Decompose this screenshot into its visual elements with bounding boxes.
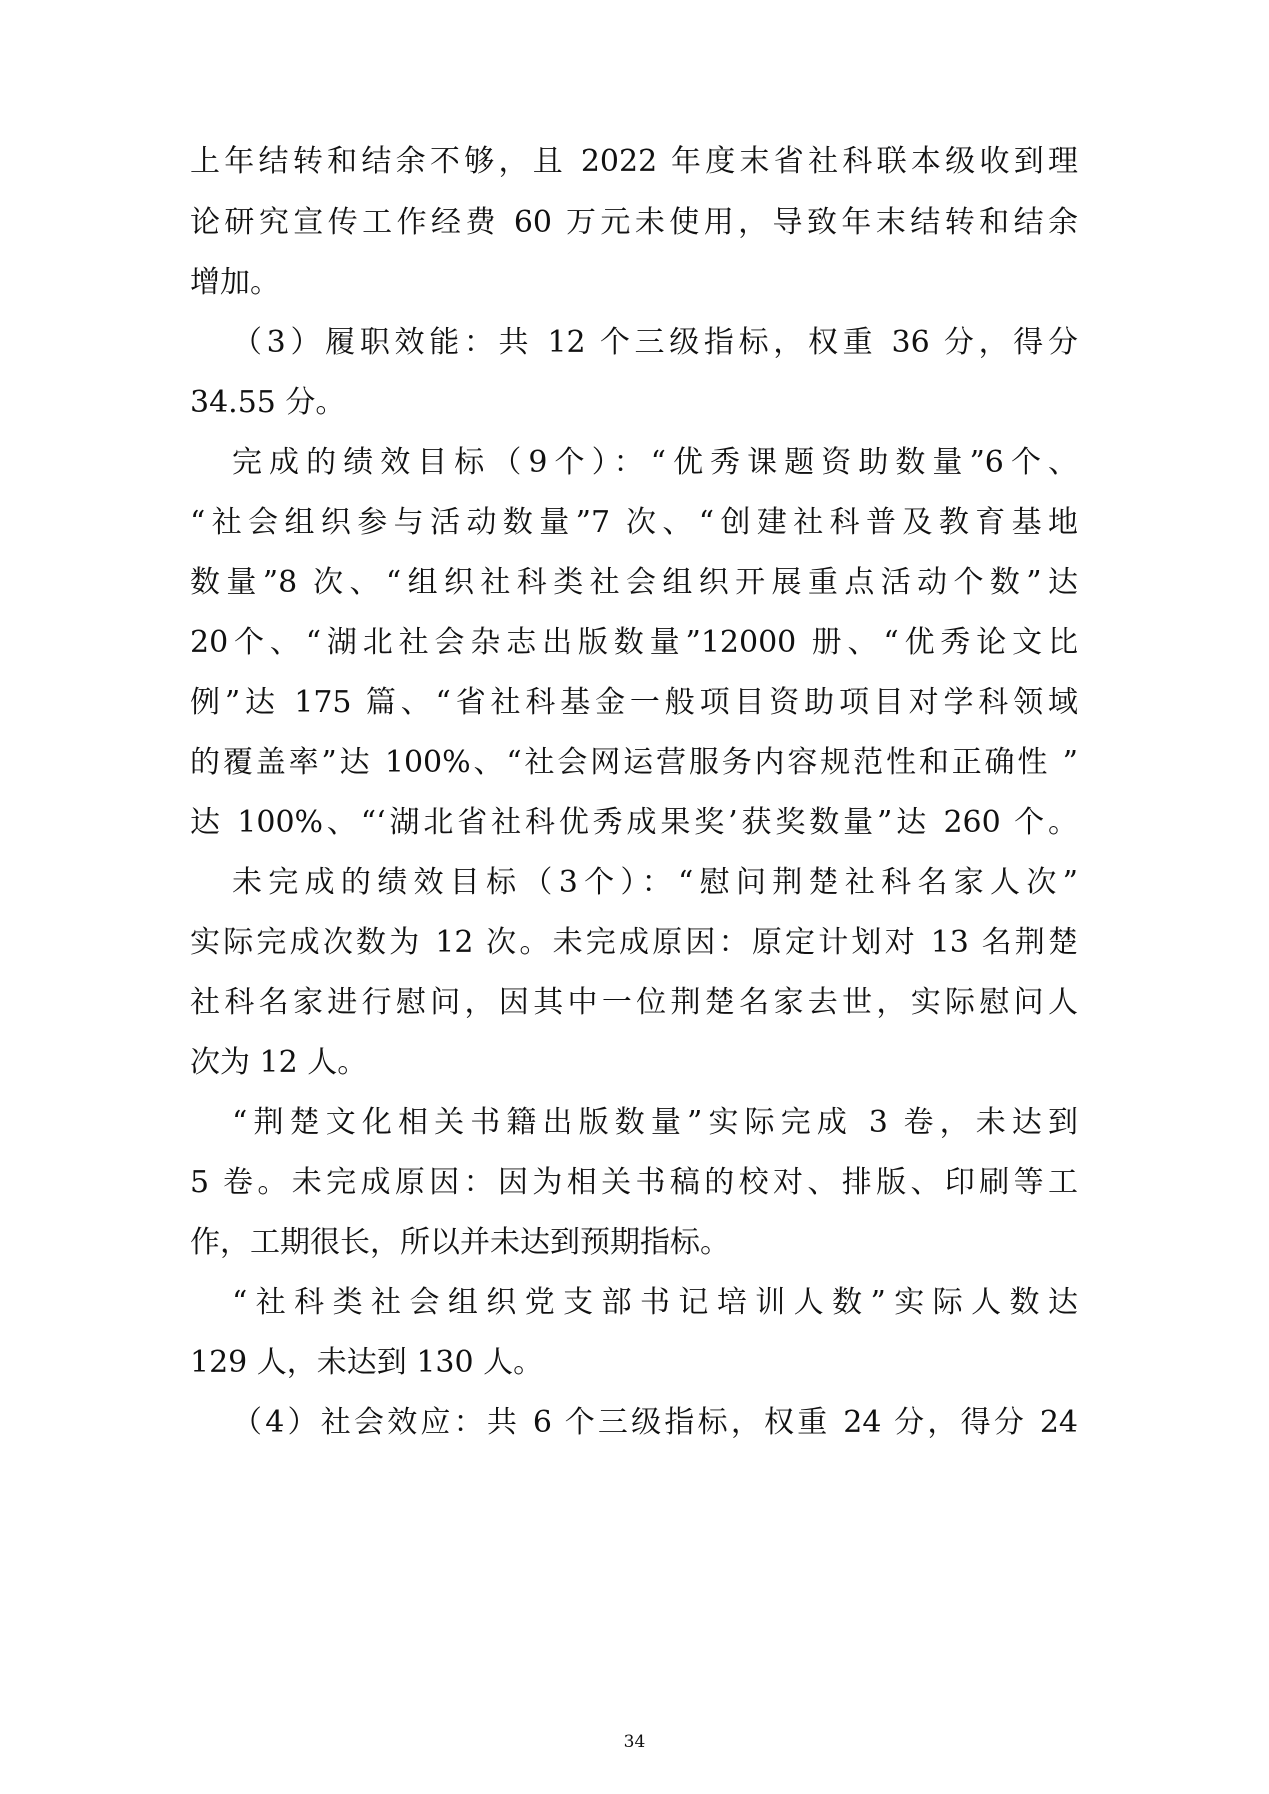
- text-line: 未完成的绩效目标（3个）：“慰问荆楚社科名家人次”: [232, 865, 1078, 900]
- text-line: 作，工期很长，所以并未达到预期指标。: [190, 1225, 730, 1260]
- page-number: 34: [623, 1732, 646, 1752]
- text-line: （3）履职效能：共 12 个三级指标，权重 36 分，得分: [232, 325, 1078, 360]
- text-line: 实际完成次数为 12 次。未完成原因：原定计划对 13 名荆楚: [190, 925, 1078, 960]
- text-line: 完成的绩效目标（9个）：“优秀课题资助数量”6个、: [232, 445, 1078, 480]
- text-line: （4）社会效应：共 6 个三级指标，权重 24 分，得分 24: [232, 1405, 1078, 1440]
- text-line: 5 卷。未完成原因：因为相关书稿的校对、排版、印刷等工: [190, 1165, 1078, 1200]
- text-line: 34.55 分。: [190, 385, 346, 420]
- text-line: 上年结转和结余不够，且 2022 年度末省社科联本级收到理: [190, 144, 1078, 179]
- text-line: 129 人，未达到 130 人。: [190, 1345, 544, 1380]
- text-line: 增加。: [190, 265, 280, 300]
- text-line: 的覆盖率”达 100%、“社会网运营服务内容规范性和正确性 ”: [190, 745, 1078, 780]
- text-line: “社会组织参与活动数量”7 次、“创建社科普及教育基地: [190, 505, 1078, 540]
- text-line: 例”达 175 篇、“省社科基金一般项目资助项目对学科领域: [190, 685, 1078, 720]
- text-line: 论研究宣传工作经费 60 万元未使用，导致年末结转和结余: [190, 205, 1078, 240]
- text-line: “荆楚文化相关书籍出版数量”实际完成 3 卷，未达到: [232, 1105, 1078, 1140]
- text-line: 数量”8 次、“组织社科类社会组织开展重点活动个数”达: [190, 565, 1078, 600]
- text-line: 社科名家进行慰问，因其中一位荆楚名家去世，实际慰问人: [190, 985, 1078, 1020]
- text-line: 达 100%、“‘湖北省社科优秀成果奖’获奖数量”达 260 个。: [190, 805, 1078, 840]
- text-line: 20个、“湖北社会杂志出版数量”12000 册、“优秀论文比: [190, 625, 1078, 660]
- text-line: “社科类社会组织党支部书记培训人数”实际人数达: [232, 1285, 1078, 1320]
- text-line: 次为 12 人。: [190, 1045, 368, 1080]
